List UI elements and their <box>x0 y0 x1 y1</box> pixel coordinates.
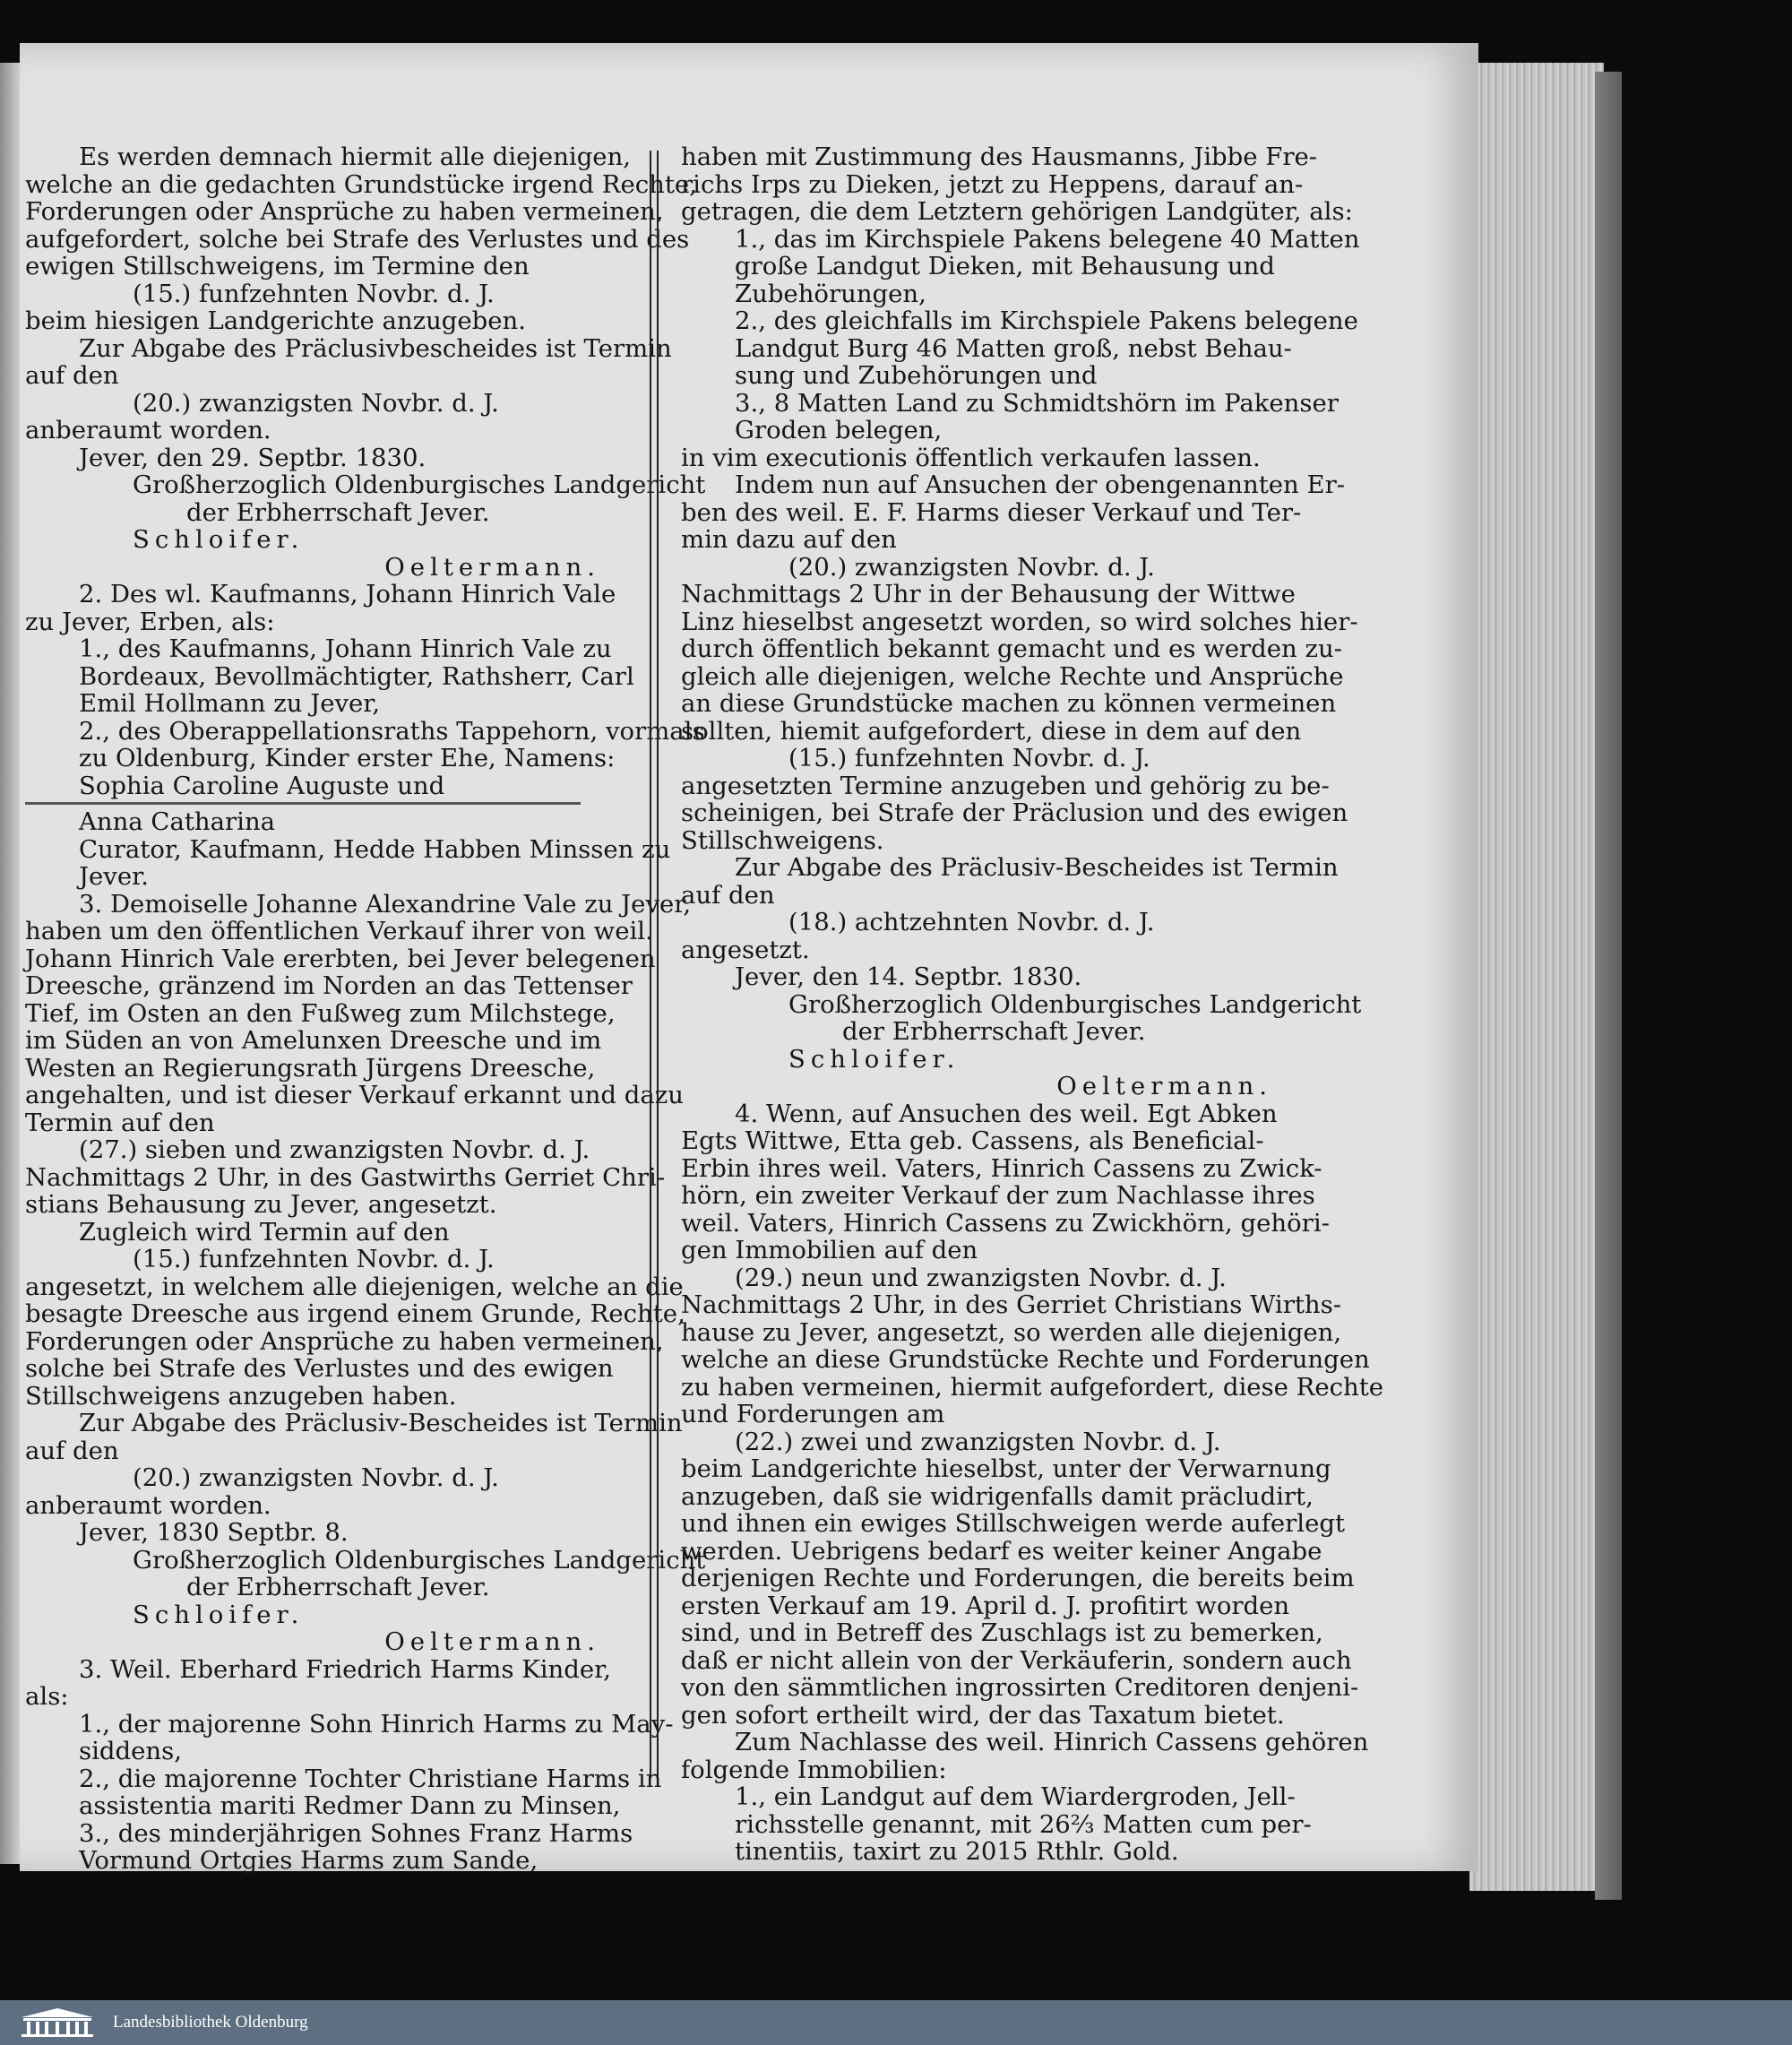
text-line: der Erbherrschaft Jever. <box>186 497 490 527</box>
text-line: Groden belegen, <box>735 416 943 444</box>
text-line: besagte Dreesche aus irgend einem Grunde, Rechte, <box>25 1299 685 1328</box>
text-line: Dreesche, gränzend im Norden an das Tettenser <box>25 971 633 1000</box>
text-line: welche an diese Grundstücke Rechte und Forderungen <box>681 1345 1370 1374</box>
text-line: werden. Uebrigens bedarf es weiter keiner Angabe <box>681 1536 1322 1566</box>
text-line: Forderungen oder Ansprüche zu haben vermeinen, <box>25 1326 664 1356</box>
text-line: Stillschweigens. <box>681 825 884 855</box>
previous-page-edge <box>0 63 20 1864</box>
text-line: (15.) funfzehnten Novbr. d. J. <box>133 279 495 308</box>
text-line: Schloifer. <box>133 1600 305 1629</box>
text-line: Zur Abgabe des Präclusiv-Bescheides ist Termin <box>735 853 1339 882</box>
text-line: Emil Hollmann zu Jever, <box>79 689 381 718</box>
text-line: Nachmittags 2 Uhr in der Behausung der Wittwe <box>681 580 1296 608</box>
text-line: Zugleich wird Termin auf den <box>79 1217 450 1247</box>
text-line: solche bei Strafe des Verlustes und des ewigen <box>25 1354 614 1383</box>
text-line: Nachmittags 2 Uhr, in des Gerriet Christians Wirths- <box>681 1290 1342 1319</box>
text-line: in vim executionis öffentlich verkaufen lassen. <box>681 443 1261 472</box>
text-line: 1., des Kaufmanns, Johann Hinrich Vale zu <box>79 634 612 663</box>
text-line: welche an die gedachten Grundstücke irgend Rechte, <box>25 169 697 199</box>
text-line: tinentiis, taxirt zu 2015 Rthlr. Gold. <box>735 1837 1179 1866</box>
text-line: richsstelle genannt, mit 26⅔ Matten cum per- <box>735 1809 1312 1839</box>
text-line: (20.) zwanzigsten Novbr. d. J. <box>788 552 1155 582</box>
text-line: weil. Vaters, Hinrich Cassens zu Zwickhörn, gehöri- <box>681 1208 1330 1238</box>
left-text-column <box>25 142 706 1875</box>
text-line: folgende Immobilien: <box>681 1755 947 1784</box>
text-line: Schloifer. <box>133 525 305 554</box>
text-line: haben mit Zustimmung des Hausmanns, Jibbe Fre- <box>681 142 1318 171</box>
library-building-icon <box>18 2006 97 2039</box>
right-text-column <box>681 142 1384 1866</box>
text-line: zu Jever, Erben, als: <box>25 607 275 636</box>
text-line: hörn, ein zweiter Verkauf der zum Nachlasse ihres <box>681 1181 1315 1210</box>
text-line: Schloifer. <box>788 1044 961 1074</box>
text-line: Jever, den 29. Septbr. 1830. <box>79 443 426 472</box>
text-line: auf den <box>25 1436 119 1465</box>
text-line: ewigen Stillschweigens, im Termine den <box>25 252 530 280</box>
text-line: Zur Abgabe des Präclusivbescheides ist Termin <box>79 333 672 363</box>
text-line: gen sofort ertheilt wird, der das Taxatum bietet. <box>681 1700 1285 1730</box>
text-line: Jever, 1830 Septbr. 8. <box>79 1518 349 1547</box>
text-line: Indem nun auf Ansuchen der obengenannten Er- <box>735 470 1346 499</box>
text-line: 3. Weil. Eberhard Friedrich Harms Kinder, <box>79 1654 611 1684</box>
text-line: Bordeaux, Bevollmächtigter, Rathsherr, Carl <box>79 661 634 691</box>
text-line: siddens, <box>79 1737 182 1765</box>
text-line: Oeltermann. <box>384 1627 600 1656</box>
text-line: getragen, die dem Letztern gehörigen Landgüter, als: <box>681 197 1353 226</box>
text-line: Jever, den 14. Septbr. 1830. <box>735 962 1082 991</box>
text-line: 4. Wenn, auf Ansuchen des weil. Egt Abken <box>735 1099 1278 1128</box>
text-line: zu Oldenburg, Kinder erster Ehe, Namens: <box>79 744 616 772</box>
text-line: beim hiesigen Landgerichte anzugeben. <box>25 306 526 335</box>
footer-bar <box>0 2000 1792 2045</box>
text-line: auf den <box>681 880 775 910</box>
text-line: ben des weil. E. F. Harms dieser Verkauf und Ter- <box>681 497 1302 527</box>
text-line: 3., des minderjährigen Sohnes Franz Harms <box>79 1818 633 1848</box>
text-line: Nachmittags 2 Uhr, in des Gastwirths Gerriet Chri- <box>25 1162 666 1192</box>
text-line: von den sämmtlichen ingrossirten Creditoren denjeni- <box>681 1673 1359 1702</box>
text-line: 1., der majorenne Sohn Hinrich Harms zu May- <box>79 1709 674 1739</box>
text-line: Es werden demnach hiermit alle diejenigen, <box>79 142 632 171</box>
text-line: angesetzten Termine anzugeben und gehörig zu be- <box>681 771 1330 800</box>
text-line: daß er nicht allein von der Verkäuferin, sondern auch <box>681 1645 1352 1675</box>
text-line: 3. Demoiselle Johanne Alexandrine Vale zu Jever, <box>79 889 692 919</box>
text-line: als: <box>25 1682 69 1711</box>
text-line: richs Irps zu Dieken, jetzt zu Heppens, darauf an- <box>681 169 1304 199</box>
text-line: (29.) neun und zwanzigsten Novbr. d. J. <box>735 1263 1227 1292</box>
text-line: an diese Grundstücke machen zu können vermeinen <box>681 689 1337 718</box>
text-line: Forderungen oder Ansprüche zu haben vermeinen, <box>25 197 664 226</box>
text-line: 1., ein Landgut auf dem Wiardergroden, Jell- <box>735 1782 1296 1811</box>
text-line: Stillschweigens anzugeben haben. <box>25 1381 457 1411</box>
text-line: Curator, Kaufmann, Hedde Habben Minssen zu <box>79 834 671 864</box>
text-line: Erbin ihres weil. Vaters, Hinrich Cassens zu Zwick- <box>681 1153 1322 1183</box>
text-line: im Süden an von Amelunxen Dreesche und im <box>25 1026 602 1055</box>
text-line: und Forderungen am <box>681 1400 945 1428</box>
text-line: (18.) achtzehnten Novbr. d. J. <box>788 908 1155 936</box>
text-line: Johann Hinrich Vale ererbten, bei Jever belegenen <box>25 944 656 973</box>
text-line: (27.) sieben und zwanzigsten Novbr. d. J. <box>79 1135 590 1164</box>
text-line: Großherzoglich Oldenburgisches Landgericht <box>788 989 1362 1019</box>
text-line: Anna Catharina <box>79 807 276 836</box>
text-line: hause zu Jever, angesetzt, so werden alle diejenigen, <box>681 1317 1342 1347</box>
text-line: anzugeben, daß sie widrigenfalls damit präcludirt, <box>681 1481 1314 1511</box>
text-line: gleich alle diejenigen, welche Rechte und Ansprüche <box>681 661 1344 691</box>
text-line: anberaumt worden. <box>25 1490 271 1520</box>
book-page-edges <box>1469 63 1604 1891</box>
text-line: Zum Nachlasse des weil. Hinrich Cassens gehören <box>735 1728 1369 1756</box>
text-line: sollten, hiemit aufgefordert, diese in dem auf den <box>681 716 1302 746</box>
text-line: aufgefordert, solche bei Strafe des Verlustes und des <box>25 224 690 254</box>
text-line: der Erbherrschaft Jever. <box>842 1017 1146 1046</box>
text-line: (22.) zwei und zwanzigsten Novbr. d. J. <box>735 1427 1221 1456</box>
section-rule <box>25 802 581 805</box>
text-line: Jever. <box>79 862 149 891</box>
text-line: angesetzt. <box>681 935 810 964</box>
text-line: Landgut Burg 46 Matten groß, nebst Behau- <box>735 333 1292 363</box>
text-line: (15.) funfzehnten Novbr. d. J. <box>788 744 1150 772</box>
text-line: Oeltermann. <box>384 552 600 582</box>
text-line: Linz hieselbst angesetzt worden, so wird solches hier- <box>681 607 1358 636</box>
text-line: Großherzoglich Oldenburgisches Landgericht <box>133 470 706 499</box>
text-line: zu haben vermeinen, hiermit aufgefordert, diese Rechte <box>681 1372 1384 1402</box>
text-line: Zur Abgabe des Präclusiv-Bescheides ist Termin <box>79 1409 683 1437</box>
text-line: sung und Zubehörungen und <box>735 361 1098 390</box>
text-line: der Erbherrschaft Jever. <box>186 1573 490 1601</box>
text-line: Sophia Caroline Auguste und <box>79 771 445 800</box>
text-line: (20.) zwanzigsten Novbr. d. J. <box>133 1463 499 1492</box>
text-line: derjenigen Rechte und Forderungen, die bereits beim <box>681 1564 1355 1592</box>
text-line: anberaumt worden. <box>25 416 271 444</box>
text-line: (20.) zwanzigsten Novbr. d. J. <box>133 388 499 418</box>
text-line: Tief, im Osten an den Fußweg zum Milchstege, <box>25 998 616 1028</box>
text-line: auf den <box>25 361 119 390</box>
text-line: Großherzoglich Oldenburgisches Landgericht <box>133 1545 706 1575</box>
book-cover-edge <box>1595 72 1622 1900</box>
text-line: 2., des gleichfalls im Kirchspiele Pakens belegene <box>735 306 1358 335</box>
text-line: angehalten, und ist dieser Verkauf erkannt und dazu <box>25 1081 684 1109</box>
text-line: durch öffentlich bekannt gemacht und es werden zu- <box>681 634 1342 663</box>
text-line: Egts Wittwe, Etta geb. Cassens, als Beneficial- <box>681 1126 1264 1155</box>
text-line: ersten Verkauf am 19. April d. J. profitirt worden <box>681 1591 1290 1620</box>
text-line: beim Landgerichte hieselbst, unter der Verwarnung <box>681 1454 1331 1483</box>
text-line: Westen an Regierungsrath Jürgens Dreesche, <box>25 1053 596 1083</box>
text-line: Termin auf den <box>25 1108 215 1137</box>
text-line: Zubehörungen, <box>735 279 926 308</box>
text-line: haben um den öffentlichen Verkauf ihrer von weil. <box>25 917 653 945</box>
text-line: (15.) funfzehnten Novbr. d. J. <box>133 1245 495 1273</box>
text-line: Oeltermann. <box>1056 1072 1272 1100</box>
text-line: 2., des Oberappellationsraths Tappehorn, vormals <box>79 716 705 746</box>
library-name: Landesbibliothek Oldenburg <box>113 2013 308 2032</box>
text-line: 2. Des wl. Kaufmanns, Johann Hinrich Vale <box>79 580 616 608</box>
text-line: min dazu auf den <box>681 525 897 554</box>
text-line: gen Immobilien auf den <box>681 1236 978 1264</box>
text-line: sind, und in Betreff des Zuschlags ist zu bemerken, <box>681 1618 1323 1647</box>
text-line: assistentia mariti Redmer Dann zu Minsen, <box>79 1791 621 1820</box>
text-line: stians Behausung zu Jever, angesetzt. <box>25 1190 497 1219</box>
text-line: 1., das im Kirchspiele Pakens belegene 40 Matten <box>735 224 1360 254</box>
text-line: scheinigen, bei Strafe der Präclusion und des ewigen <box>681 798 1348 827</box>
text-line: angesetzt, in welchem alle diejenigen, welche an die <box>25 1272 684 1301</box>
text-line: Vormund Ortgies Harms zum Sande, <box>79 1846 538 1875</box>
text-line: 3., 8 Matten Land zu Schmidtshörn im Pakenser <box>735 388 1339 418</box>
text-line: 2., die majorenne Tochter Christiane Harms in <box>79 1764 662 1793</box>
text-line: und ihnen ein ewiges Stillschweigen werde auferlegt <box>681 1509 1346 1538</box>
column-divider <box>650 151 659 1777</box>
text-line: große Landgut Dieken, mit Behausung und <box>735 252 1275 280</box>
